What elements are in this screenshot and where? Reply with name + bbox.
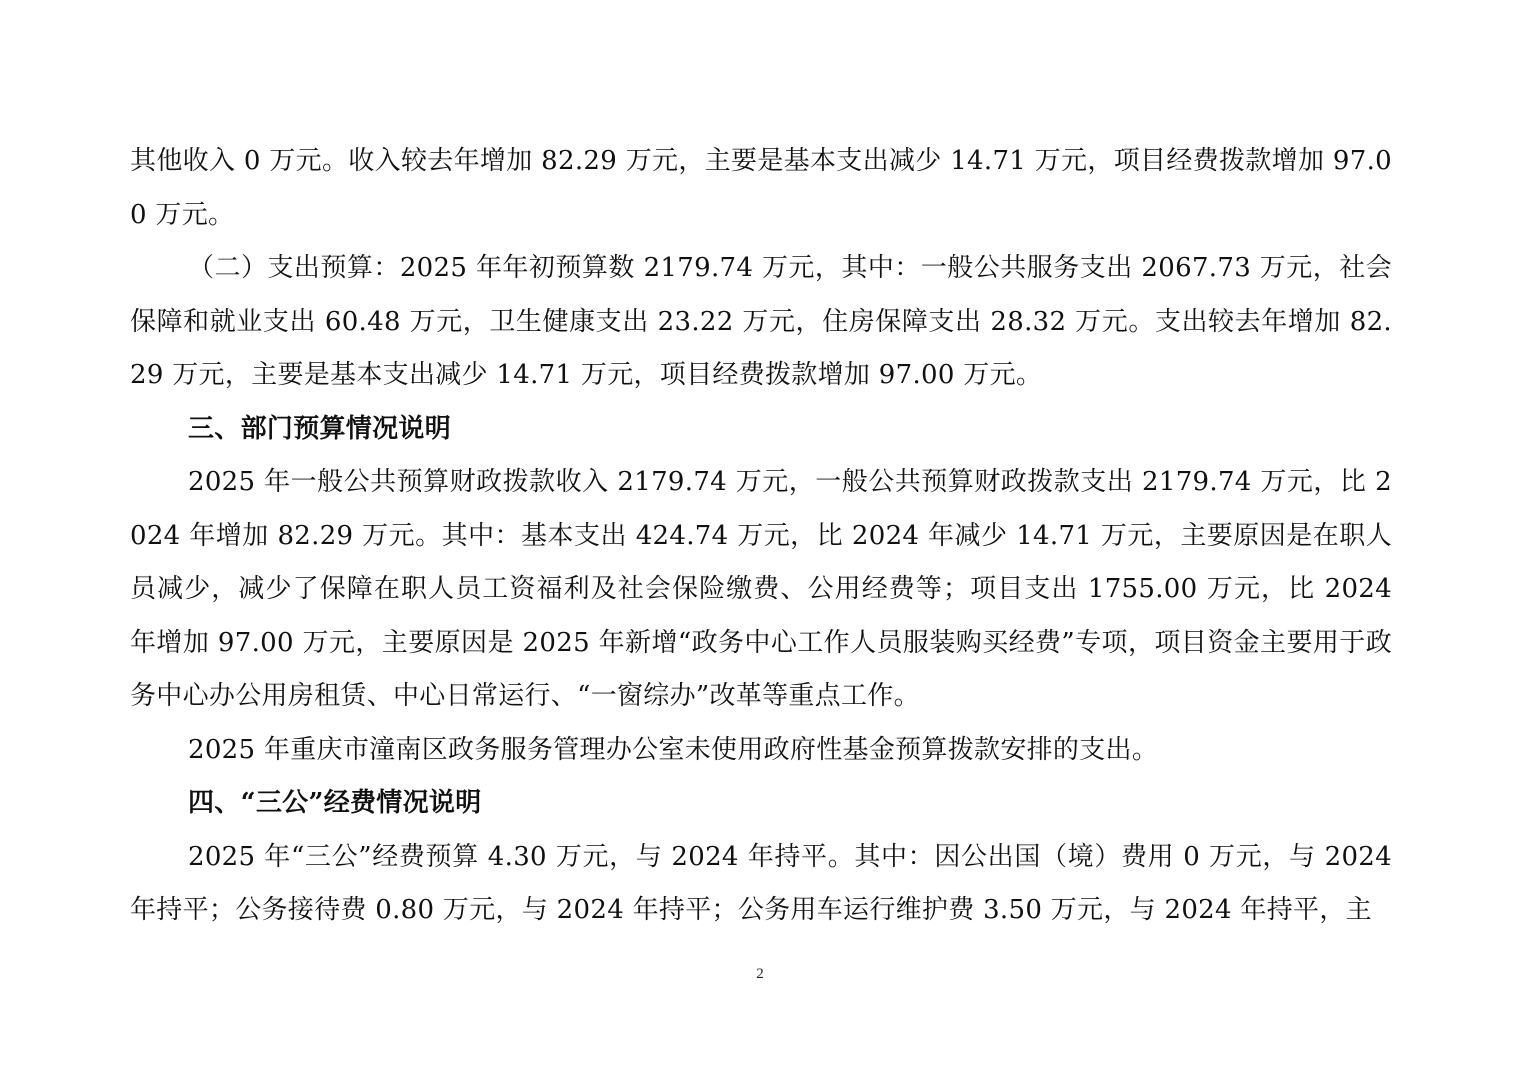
paragraph-expenditure-budget: （二）支出预算：2025 年年初预算数 2179.74 万元，其中：一般公共服务支出 2067.73 万元，社会保障和就业支出 60.48 万元，卫生健康支出 23.22 万元，住房保障支出 28.32 万元。支出较去年增加 82.29 万元，主要是基本支出减少 14.71 万元，项目经费拨款增加 97.00 万元。 bbox=[130, 253, 1392, 390]
paragraph-government-fund: 2025 年重庆市潼南区政务服务管理办公室未使用政府性基金预算拨款安排的支出。 bbox=[188, 734, 1159, 765]
paragraph-general-public-budget: 2025 年一般公共预算财政拨款收入 2179.74 万元，一般公共预算财政拨款支出 2179.74 万元，比 2024 年增加 82.29 万元。其中：基本支出 424.74 万元，比 2024 年减少 14.71 万元，主要原因是在职人员减少，减少了保障在职人员工资福利及社会保险缴费、公用经费等；项目支出 1755.00 万元，比 2024 年增加 97.00 万元，主要原因是 2025 年新增“政务中心工作人员服装购买经费”专项，项目资金主要用于政务中心办公用房租赁、中心日常运行、“一窗综办”改革等重点工作。 bbox=[130, 467, 1392, 711]
page-number: 2 bbox=[756, 966, 764, 982]
document-body bbox=[130, 135, 1392, 938]
section-heading-department-budget: 三、部门预算情况说明 bbox=[188, 413, 452, 444]
section-heading-three-public-expenses: 四、“三公”经费情况说明 bbox=[188, 788, 482, 818]
paragraph-three-public-expenses: 2025 年“三公”经费预算 4.30 万元，与 2024 年持平。其中：因公出国（境）费用 0 万元，与 2024 年持平；公务接待费 0.80 万元，与 2024 年持平；公务用车运行维护费 3.50 万元，与 2024 年持平，主 bbox=[130, 841, 1392, 925]
paragraph-other-income: 其他收入 0 万元。收入较去年增加 82.29 万元，主要是基本支出减少 14.71 万元，项目经费拨款增加 97.00 万元。 bbox=[130, 146, 1392, 230]
